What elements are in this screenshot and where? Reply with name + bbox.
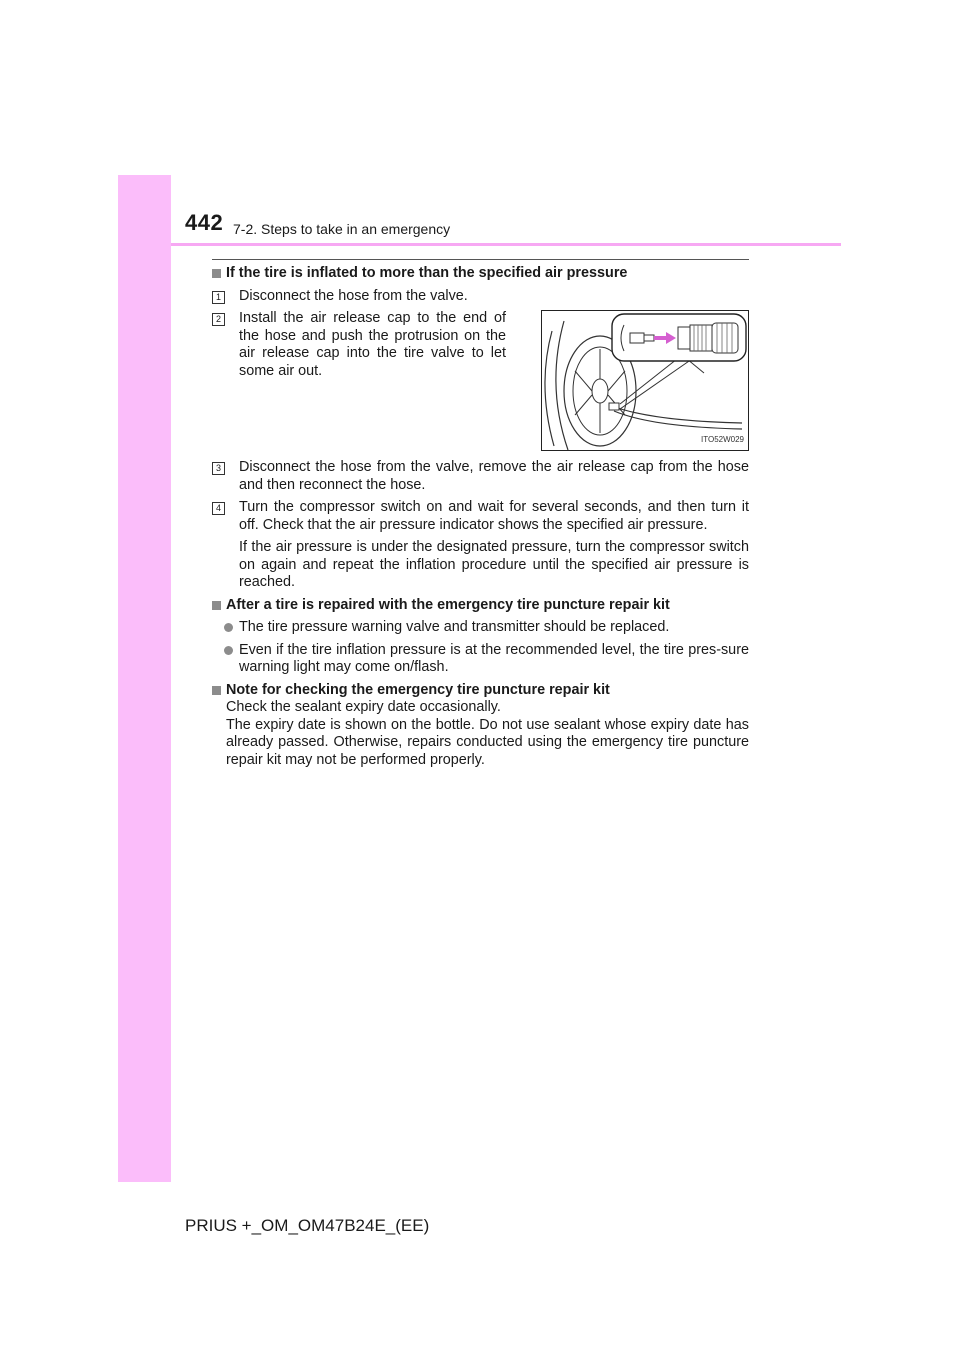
- step-4: [212, 499, 749, 534]
- tire-valve-illustration: [541, 310, 749, 451]
- step-1: [212, 288, 749, 306]
- step-text: Turn the compressor switch on and wait for several seconds, and then turn it off. Check that the air pressure indicator shows the specified air pressure.: [239, 499, 749, 533]
- chapter-side-band: [118, 175, 171, 1182]
- section-heading: [212, 265, 749, 283]
- heading-text: If the tire is inflated to more than the specified air pressure: [226, 265, 628, 281]
- figure-label: ITO52W029: [701, 434, 744, 444]
- step-text: Disconnect the hose from the valve, remove the air release cap from the hose and then reconnect the hose.: [239, 459, 749, 493]
- content-rule: [212, 259, 749, 260]
- step-number: 2: [212, 313, 225, 326]
- square-bullet-icon: [212, 686, 221, 695]
- square-bullet-icon: [212, 601, 221, 610]
- paragraph: Check the sealant expiry date occasionally.: [226, 699, 501, 715]
- step-number: 4: [212, 502, 225, 515]
- step-text: Disconnect the hose from the valve.: [239, 287, 468, 304]
- step-number: 1: [212, 291, 225, 304]
- round-bullet-icon: [224, 646, 233, 655]
- round-bullet-icon: [224, 623, 233, 632]
- heading-text: After a tire is repaired with the emergency tire puncture repair kit: [226, 596, 670, 613]
- square-bullet-icon: [212, 269, 221, 278]
- step-text: Install the air release cap to the end of the hose and push the protrusion on the air release cap into the tire valve to let some air out.: [239, 310, 506, 379]
- step-2-with-figure: [212, 310, 749, 451]
- tire-valve-drawing: [542, 311, 748, 450]
- document-code-footer: PRIUS +_OM_OM47B24E_(EE): [185, 1216, 430, 1235]
- step-note: If the air pressure is under the designated pressure, turn the compressor switch on again and repeat the inflation procedure until the specified air pressure is reached.: [239, 539, 749, 590]
- section-heading: [212, 682, 749, 700]
- section-title: 7-2. Steps to take in an emergency: [233, 221, 451, 237]
- list-item: [212, 619, 749, 637]
- page-number: 442: [185, 210, 224, 235]
- heading-text: Note for checking the emergency tire puncture repair kit: [226, 681, 610, 698]
- paragraph: The expiry date is shown on the bottle. Do not use sealant whose expiry date has already passed. Otherwise, repairs conducted using the emergency tire puncture repair kit may not be performed properly.: [226, 716, 749, 768]
- list-item: [212, 642, 749, 677]
- bullet-text: Even if the tire inflation pressure is at the recommended level, the tire pres-sure warning light may come on/flash.: [239, 641, 749, 675]
- bullet-text: The tire pressure warning valve and transmitter should be replaced.: [239, 619, 670, 635]
- step-2: [212, 310, 506, 380]
- header-rule: [171, 243, 841, 246]
- step-3: [212, 459, 749, 494]
- step-number: 3: [212, 462, 225, 475]
- section-heading: [212, 597, 749, 615]
- page-content: [212, 265, 749, 769]
